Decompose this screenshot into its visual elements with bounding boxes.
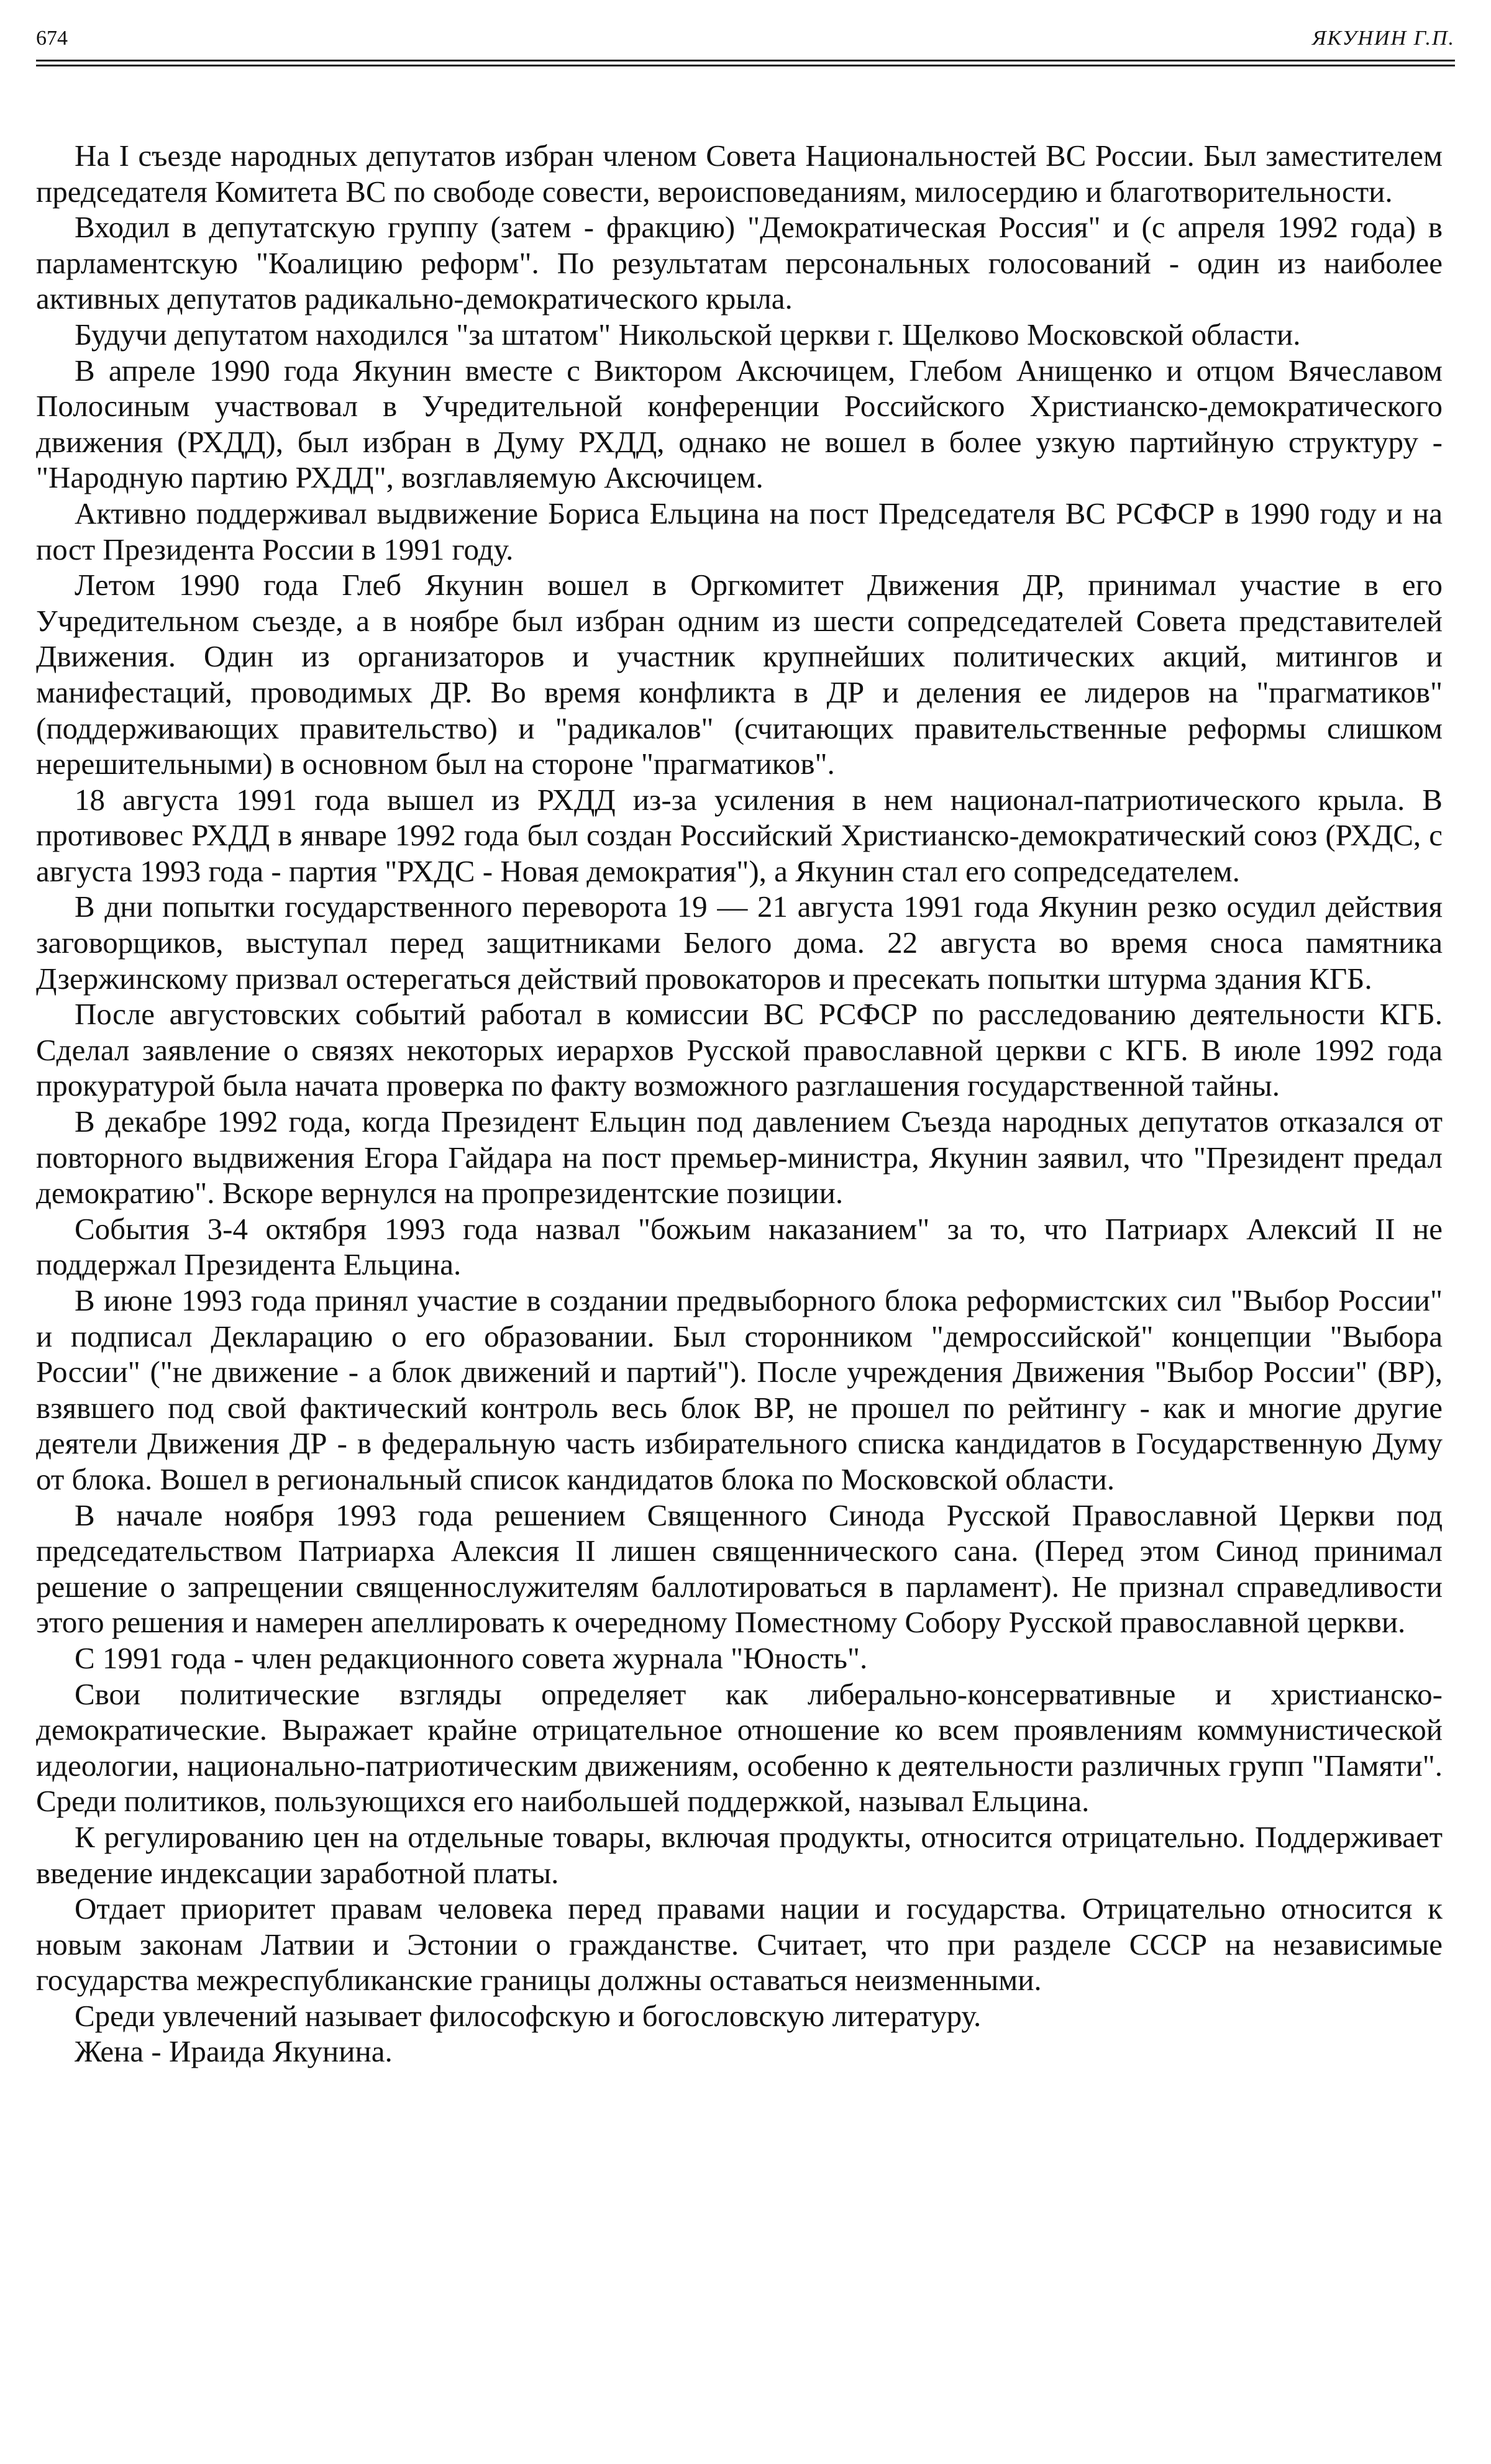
header-rule-bottom [36, 65, 1455, 66]
paragraph: Летом 1990 года Глеб Якунин вошел в Оргкомитет Движения ДР, принимал участие в его Учредительном съезде, а в ноябре был избран одним из шести сопредседателей Совета представителей Движения. Один из организаторов и участник крупнейших политических акций, митингов и манифестаций, проводимых ДР. Во время конфликта в ДР и деления ее лидеров на "прагматиков" (поддерживающих правительство) и "радикалов" (считающих правительственные реформы слишком нерешительными) в основном был на стороне "прагматиков". [36, 568, 1443, 781]
paragraph: Будучи депутатом находился "за штатом" Никольской церкви г. Щелково Московской области. [75, 317, 1301, 352]
paragraph: Свои политические взгляды определяет как либерально-консервативные и христианско-демократические. Выражает крайне отрицательное отношение ко всем проявлениям коммунистической идеологии, национально-патриотическим движениям, особенно к деятельности различных групп "Памяти". Среди политиков, пользующихся его наибольшей поддержкой, называл Ельцина. [36, 1676, 1443, 1819]
page-number: 674 [36, 27, 68, 50]
article-body [36, 138, 1443, 2070]
paragraph: В апреле 1990 года Якунин вместе с Виктором Аксючицем, Глебом Анищенко и отцом Вячеславом Полосиным участвовал в Учредительной конференции Российского Христианско-демократического движения (РХДД), был избран в Думу РХДД, однако не вошел в более узкую партийную структуру - "Народную партию РХДД", возглавляемую Аксючицем. [36, 353, 1443, 495]
header-rule-top [36, 60, 1455, 61]
paragraph: Входил в депутатскую группу (затем - фракцию) "Демократическая Россия" и (с апреля 1992 года) в парламентскую "Коалицию реформ". По результатам персональных голосований - один из наиболее активных депутатов радикально-демократического крыла. [36, 210, 1443, 316]
paragraph: С 1991 года - член редакционного совета журнала "Юность". [75, 1640, 868, 1675]
paragraph: В дни попытки государственного переворота 19 — 21 августа 1991 года Якунин резко осудил действия заговорщиков, выступал перед защитниками Белого дома. 22 августа во время сноса памятника Дзержинскому призвал остерегаться действий провокаторов и пресекать попытки штурма здания КГБ. [36, 889, 1443, 996]
page-header [36, 21, 1455, 65]
paragraph: На I съезде народных депутатов избран членом Совета Национальностей ВС России. Был заместителем председателя Комитета ВС по свободе совести, вероисповеданиям, милосердию и благотворительности. [36, 139, 1443, 209]
paragraph: К регулированию цен на отдельные товары, включая продукты, относится отрицательно. Поддерживает введение индексации заработной платы. [36, 1819, 1443, 1890]
paragraph: В декабре 1992 года, когда Президент Ельцин под давлением Съезда народных депутатов отказался от повторного выдвижения Егора Гайдара на пост премьер-министра, Якунин заявил, что "Президент предал демократию". Вскоре вернулся на пропрезидентские позиции. [36, 1104, 1443, 1211]
paragraph: 18 августа 1991 года вышел из РХДД из-за усиления в нем национал-патриотического крыла. В противовес РХДД в январе 1992 года был создан Российский Христианско-демократический союз (РХДС, с августа 1993 года - партия "РХДС - Новая демократия"), а Якунин стал его сопредседателем. [36, 782, 1443, 888]
paragraph: После августовских событий работал в комиссии ВС РСФСР по расследованию деятельности КГБ. Сделал заявление о связях некоторых иерархов Русской православной церкви с КГБ. В июле 1992 года прокуратурой была начата проверка по факту возможного разглашения государственной тайны. [36, 997, 1443, 1103]
paragraph: Отдает приоритет правам человека перед правами нации и государства. Отрицательно относится к новым законам Латвии и Эстонии о гражданстве. Считает, что при разделе СССР на независимые государства межреспубликанские границы должны оставаться неизменными. [36, 1891, 1443, 1998]
paragraph: В июне 1993 года принял участие в создании предвыборного блока реформистских сил "Выбор России" и подписал Декларацию о его образовании. Был сторонником "демроссийской" концепции "Выбора России" ("не движение - а блок движений и партий"). После учреждения Движения "Выбор России" (ВР), взявшего под свой фактический контроль весь блок ВР, не прошел по рейтингу - как и многие другие деятели Движения ДР - в федеральную часть избирательного списка кандидатов в Государственную Думу от блока. Вошел в региональный список кандидатов блока по Московской области. [36, 1283, 1443, 1496]
paragraph: Среди увлечений называет философскую и богословскую литературу. [75, 1998, 982, 2033]
paragraph: Жена - Ираида Якунина. [75, 2034, 393, 2069]
paragraph: События 3-4 октября 1993 года назвал "божьим наказанием" за то, что Патриарх Алексий II не поддержал Президента Ельцина. [36, 1211, 1443, 1282]
paragraph: Активно поддерживал выдвижение Бориса Ельцина на пост Председателя ВС РСФСР в 1990 году и на пост Президента России в 1991 году. [36, 496, 1443, 566]
running-head: ЯКУНИН Г.П. [1312, 27, 1455, 50]
paragraph: В начале ноября 1993 года решением Священного Синода Русской Православной Церкви под председательством Патриарха Алексия II лишен священнического сана. (Перед этом Синод принимал решение о запрещении священнослужителям баллотироваться в парламент). Не признал справедливости этого решения и намерен апеллировать к очередному Поместному Собору Русской православной церкви. [36, 1498, 1443, 1640]
